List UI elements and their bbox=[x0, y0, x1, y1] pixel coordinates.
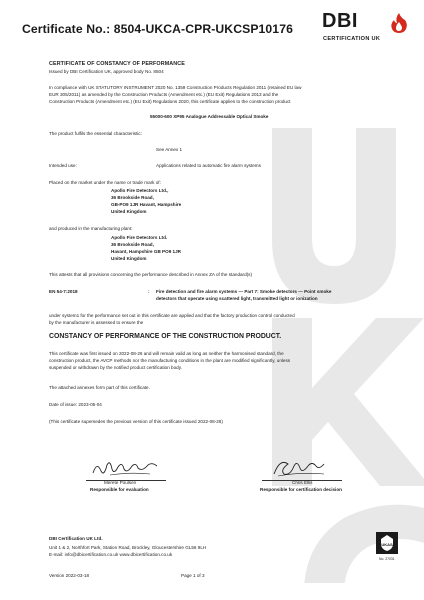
standard-desc-2: detectors that operate using scattered light, transmitted light or ionization bbox=[156, 296, 318, 301]
signatory-right-role: Responsible for certification decision bbox=[260, 487, 342, 492]
market-line-1: Apollo Fire Detectors Ltd., bbox=[111, 188, 169, 193]
date-of-issue: Date of issue: 2023-05-04 bbox=[49, 402, 102, 407]
signature-right-image bbox=[270, 456, 330, 480]
badge-number: No. 27031 bbox=[379, 557, 395, 561]
signature-left-image bbox=[90, 458, 164, 480]
product-name: 55000-600 XP95 Analogue Addressable Optical Smoke bbox=[150, 114, 269, 119]
constancy-heading: CERTIFICATE OF CONSTANCY OF PERFORMANCE bbox=[49, 61, 185, 67]
constancy-section-heading: CONSTANCY OF PERFORMANCE OF THE CONSTRUCTION PRODUCT. bbox=[49, 333, 282, 340]
plant-line-2: 36 Brookside Road, bbox=[111, 242, 154, 247]
compliance-line-2: EUR 305/2011) as amended by the Construction Products (Amendment etc.) (EU Exit) Regulations 2013 and the bbox=[49, 92, 279, 97]
footer-contact: E-mail: info@dbicertification.co.uk www.dbicertification.co.uk bbox=[49, 552, 173, 557]
footer-address: Unit 1 & 2, Northfort Park, Station Road, Brockley, Gloucestershire GL56 9LH bbox=[49, 545, 207, 550]
compliance-line-1: In compliance with UK STATUTORY INSTRUMENT 2020 No. 1359 Construction Products Regulation 2011 (retained EU law bbox=[49, 85, 302, 90]
footer-version: Version 2022-03-18 bbox=[49, 573, 90, 578]
signatory-right-name: Chris Ellis bbox=[292, 480, 313, 485]
standard-colon: : bbox=[148, 289, 150, 294]
certificate-title: Certificate No.: 8504-UKCA-CPR-UKCSP10176 bbox=[22, 22, 293, 36]
logo-text: DBI bbox=[322, 10, 358, 32]
footer-company: DBI Certification UK Ltd. bbox=[49, 536, 103, 541]
market-line-4: United Kingdom bbox=[111, 209, 147, 214]
logo-subtitle: CERTIFICATION UK bbox=[323, 36, 381, 42]
plant-label: and produced in the manufacturing plant: bbox=[49, 226, 133, 231]
intended-use-label: Intended use: bbox=[49, 163, 77, 168]
issued-by: Issued by DBI Certification UK, approved body No. 8504 bbox=[49, 69, 164, 74]
standard-code: EN 54-7:2018 bbox=[49, 289, 78, 294]
characteristic-value: See Annex 1 bbox=[156, 147, 183, 152]
validity-line-3: suspended or withdrawn by the notified product certification body. bbox=[49, 365, 182, 370]
validity-line-1: This certificate was first issued on 2022-08-26 and will remain valid as long as neither the harmonised standard, the bbox=[49, 351, 284, 356]
validity-line-2: construction product, the AVCP methods nor the manufacturing conditions in the plant are modified significantly, unless bbox=[49, 358, 291, 363]
market-label: Placed on the market under the name or trade mark of: bbox=[49, 180, 161, 185]
system-line-1: under system1 for the performance set out in this certificate are applied and that the factory production control conducted bbox=[49, 313, 295, 318]
intended-use-value: Applications related to automatic fire alarm systems bbox=[156, 163, 261, 168]
plant-line-3: Havant, Hampshire GB PO9 1JR bbox=[111, 249, 181, 254]
supersedes-note: (This certificate supersedes the previous version of this certificate issued 2022-08-26) bbox=[49, 419, 223, 424]
ukas-badge-icon bbox=[376, 532, 398, 554]
plant-line-4: United Kingdom bbox=[111, 256, 147, 261]
system-line-2: by the manufacturer is assessed to ensure the bbox=[49, 320, 144, 325]
compliance-line-3: Construction Products (Amendment etc.) (EU Exit) Regulations 2020, this certificate applies to the construction product bbox=[49, 99, 291, 104]
standard-desc-1: Fire detection and fire alarm systems — Part 7: Smoke detectors — Point smoke bbox=[156, 289, 332, 294]
signatory-left-name: Merete Poulsen bbox=[104, 480, 137, 485]
market-line-3: GB-PO9 1JR Havant, Hampshire bbox=[111, 202, 182, 207]
annexes-note: The attached annexes form part of this certificate. bbox=[49, 385, 150, 390]
characteristic-label: The product fulfils the essential characteristic: bbox=[49, 131, 142, 136]
plant-line-1: Apollo Fire Detectors Ltd. bbox=[111, 235, 168, 240]
signatory-left-role: Responsible for evaluation bbox=[90, 487, 149, 492]
market-line-2: 36 Brookside Road, bbox=[111, 195, 154, 200]
flame-icon bbox=[390, 12, 408, 34]
dbi-logo bbox=[322, 10, 414, 50]
attests-text: This attests that all provisions concerning the performance described in Annex ZA of the standard(s) bbox=[49, 272, 252, 277]
footer-page: Page 1 of 3 bbox=[181, 573, 205, 578]
badge-text: UKAS bbox=[381, 542, 393, 547]
